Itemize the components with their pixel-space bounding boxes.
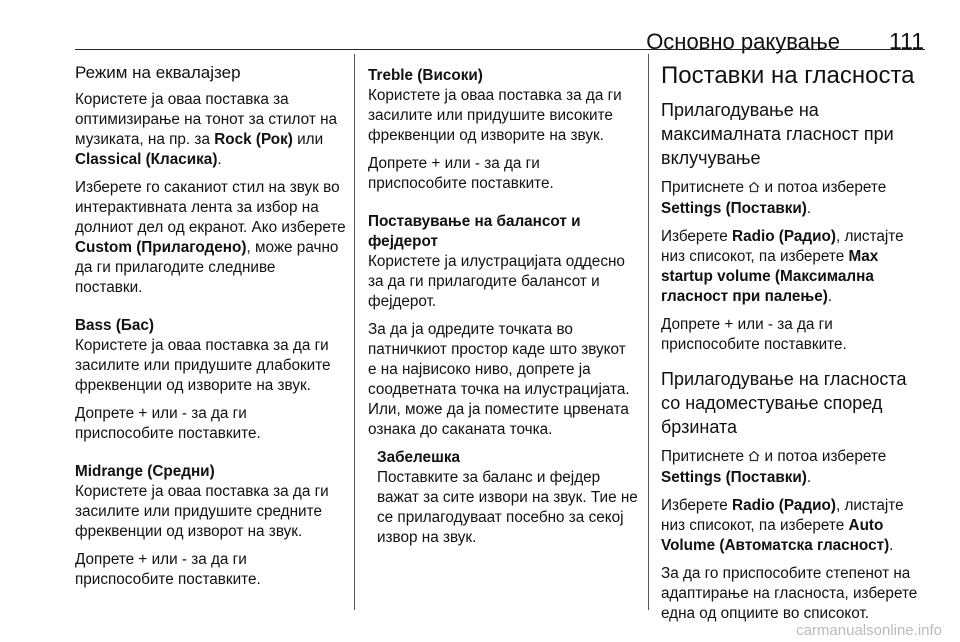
term-classical: Classical (Класика) <box>75 151 218 168</box>
section-heading-volume: Поставки на гласноста <box>661 62 915 89</box>
paragraph: Користете ја оваа поставка за да ги засилите или придушите средните фреквенции од изворот на звук. <box>75 483 329 540</box>
paragraph: Користете ја илустрацијата оддесно за да ги прилагодите балансот и фејдерот. <box>368 253 625 310</box>
column-3 <box>661 60 929 632</box>
paragraph: Допрете + или - за да ги приспособите поставките. <box>75 405 261 442</box>
home-icon <box>748 180 760 197</box>
note-title: Забелешка <box>377 449 460 466</box>
paragraph: Користете ја оваа поставка за да ги засилите или придушите длабоките фреквенции од изворите на звук. <box>75 337 331 394</box>
paragraph: Допрете + или - за да ги приспособите поставките. <box>75 551 261 588</box>
text: Изберете го саканиот стил на звук во интерактивната лента за избор на долниот дел од екранот. Ако изберете <box>75 179 346 236</box>
paragraph <box>661 496 929 556</box>
term-radio: Radio (Радио) <box>732 228 836 245</box>
term-rock: Rock (Рок) <box>214 131 293 148</box>
paragraph <box>661 227 929 307</box>
text: Изберете <box>661 497 733 514</box>
text: . <box>217 151 222 168</box>
text: . <box>827 288 833 305</box>
note-box <box>377 448 638 548</box>
term-auto-volume: Auto Volume (Автоматска гласност) <box>661 517 890 554</box>
header-rule <box>75 49 925 50</box>
text: и потоа изберете <box>760 179 887 196</box>
column-1 <box>75 60 347 598</box>
paragraph <box>75 90 347 170</box>
term-settings: Settings (Поставки) <box>661 469 807 486</box>
paragraph <box>661 178 929 219</box>
page-number: 111 <box>889 28 924 54</box>
term-radio: Radio (Радио) <box>732 497 836 514</box>
paragraph: Користете ја оваа поставка за да ги засилите или придушите високите фреквенции од изворите на звук. <box>368 87 622 144</box>
text: Притиснете <box>661 448 749 465</box>
watermark: carmanualsonline.info <box>796 622 942 639</box>
text: . <box>806 200 812 217</box>
heading-balance-fader: Поставување на балансот и фејдерот <box>368 213 581 250</box>
paragraph <box>75 178 347 298</box>
note-text: Поставките за баланс и фејдер важат за сите извори на звук. Тие не се прилагодуваат посебно за секој извор на звук. <box>377 469 638 546</box>
text: , листајте низ списокот, па изберете <box>661 497 904 534</box>
subheading-max-startup: Прилагодување на максималната гласност при вклучување <box>661 100 894 168</box>
paragraph: Допрете + или - за да ги приспособите поставките. <box>661 316 847 353</box>
text: , може рачно да ги прилагодите следниве поставки. <box>75 239 339 296</box>
text: или <box>292 131 324 148</box>
subheading-speed-volume: Прилагодување на гласноста со надоместување според брзината <box>661 369 907 437</box>
paragraph <box>661 447 929 488</box>
text: Притиснете <box>661 179 749 196</box>
paragraph: За да го приспособите степенот на адаптирање на гласноста, изберете една од опциите во списокот. <box>661 565 918 622</box>
header-title: Основно ракување <box>646 29 840 54</box>
text: Изберете <box>661 228 733 245</box>
paragraph: За да ја одредите точката во патничкиот простор каде што звукот е на највисоко ниво, допрете ја соодветната точка на илустрацијата. Или, може да ја поместите црвената ознака до саканата точка. <box>368 321 630 438</box>
paragraph: Допрете + или - за да ги приспособите поставките. <box>368 155 554 192</box>
text: Користете ја оваа поставка за оптимизирање на тонот за стилот на музиката, на пр. за <box>75 91 338 148</box>
heading-bass: Bass (Бас) <box>75 317 155 334</box>
section-heading-equalizer: Режим на еквалајзер <box>75 63 241 82</box>
column-2 <box>368 60 638 556</box>
term-max-startup-volume: Max startup volume (Максимална гласност при палење) <box>661 248 879 305</box>
heading-midrange: Midrange (Средни) <box>75 463 215 480</box>
column-divider <box>648 54 649 610</box>
term-custom: Custom (Прилагодено) <box>75 239 247 256</box>
term-settings: Settings (Поставки) <box>661 200 807 217</box>
text: . <box>806 469 812 486</box>
text: и потоа изберете <box>760 448 887 465</box>
heading-treble: Treble (Високи) <box>368 67 483 84</box>
text: . <box>889 537 894 554</box>
column-divider <box>354 54 355 610</box>
text: , листајте низ списокот, па изберете <box>661 228 904 265</box>
home-icon <box>748 449 760 466</box>
